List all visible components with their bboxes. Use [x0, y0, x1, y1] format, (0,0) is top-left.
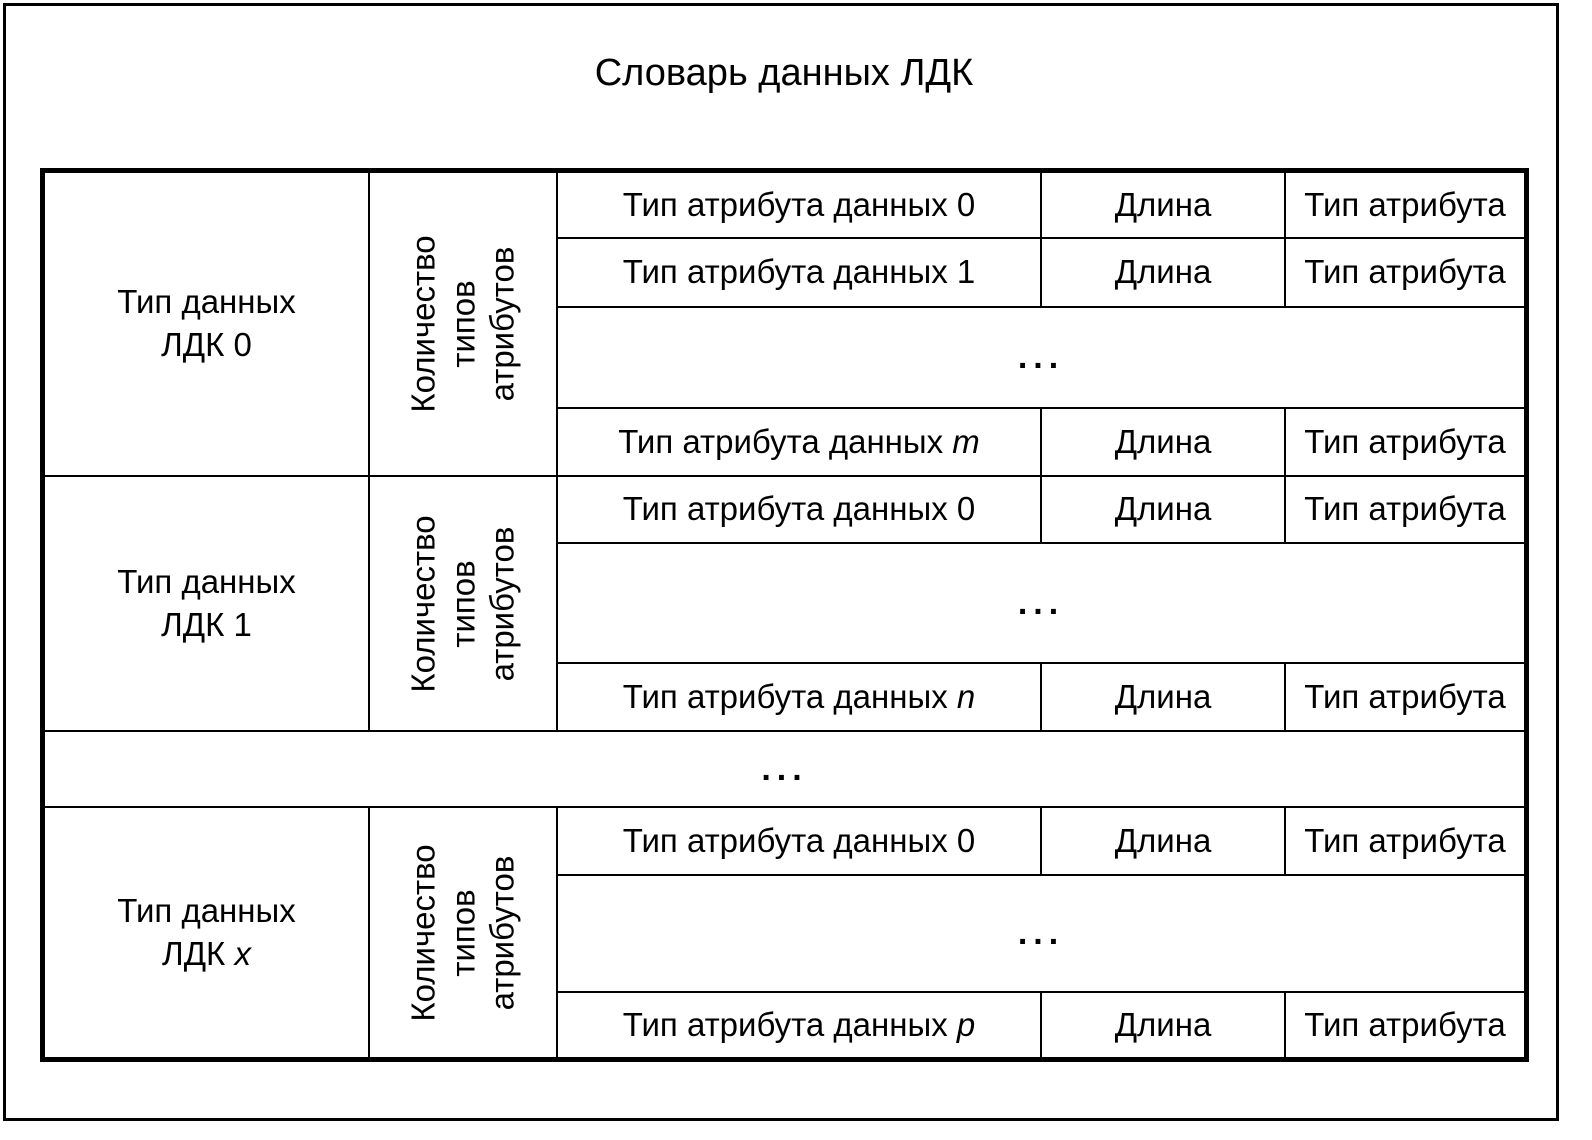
data-type-cell-x — [43, 806, 370, 1059]
length-cell: Длина — [1040, 662, 1286, 732]
length-cell: Длина — [1040, 991, 1286, 1059]
attr-count-cell-0 — [368, 171, 558, 477]
dictionary-title: Словарь данных ЛДК — [594, 52, 974, 94]
attr-type-cell: Тип атрибута — [1284, 171, 1526, 239]
data-type-label: Тип данных — [117, 891, 296, 929]
attr-type-cell: Тип атрибута — [1284, 475, 1526, 544]
length-cell: Длина — [1040, 407, 1286, 477]
attr-type-cell: Тип атрибута — [1284, 407, 1526, 477]
data-type-label: Тип данных — [117, 562, 296, 600]
data-type-id: ЛДК 1 — [161, 605, 252, 643]
length-cell: Длина — [1040, 475, 1286, 544]
attr-name-cell: Тип атрибута данных m — [556, 407, 1042, 477]
data-type-id: ЛДК x — [162, 934, 251, 972]
attr-count-label: Количество типов атрибутов — [404, 843, 521, 1022]
attr-name-cell: Тип атрибута данных 0 — [556, 475, 1042, 544]
length-cell: Длина — [1040, 806, 1286, 876]
ellipsis-row: ... — [556, 306, 1526, 409]
attr-name-cell: Тип атрибута данных 0 — [556, 171, 1042, 239]
dictionary-table — [40, 168, 1529, 1062]
data-type-id: ЛДК 0 — [161, 326, 252, 363]
attr-name-cell: Тип атрибута данных 0 — [556, 806, 1042, 876]
attr-type-cell: Тип атрибута — [1284, 662, 1526, 732]
attr-count-cell-x — [368, 806, 558, 1059]
data-type-cell-0 — [43, 171, 370, 477]
attr-name-cell: Тип атрибута данных p — [556, 991, 1042, 1059]
ellipsis-row: ... — [556, 874, 1526, 993]
ellipsis-row: ... — [556, 542, 1526, 664]
attr-count-cell-1 — [368, 475, 558, 732]
attr-name-cell: Тип атрибута данных 1 — [556, 237, 1042, 308]
data-type-cell-1 — [43, 475, 370, 732]
attr-type-cell: Тип атрибута — [1284, 237, 1526, 308]
attr-count-label: Количество типов атрибутов — [404, 514, 521, 693]
attr-count-label: Количество типов атрибутов — [404, 235, 521, 413]
attr-type-cell: Тип атрибута — [1284, 806, 1526, 876]
length-cell: Длина — [1040, 171, 1286, 239]
ellipsis-row: ... — [43, 730, 1526, 808]
attr-type-cell: Тип атрибута — [1284, 991, 1526, 1059]
data-type-label: Тип данных — [117, 283, 296, 321]
attr-name-cell: Тип атрибута данных n — [556, 662, 1042, 732]
length-cell: Длина — [1040, 237, 1286, 308]
